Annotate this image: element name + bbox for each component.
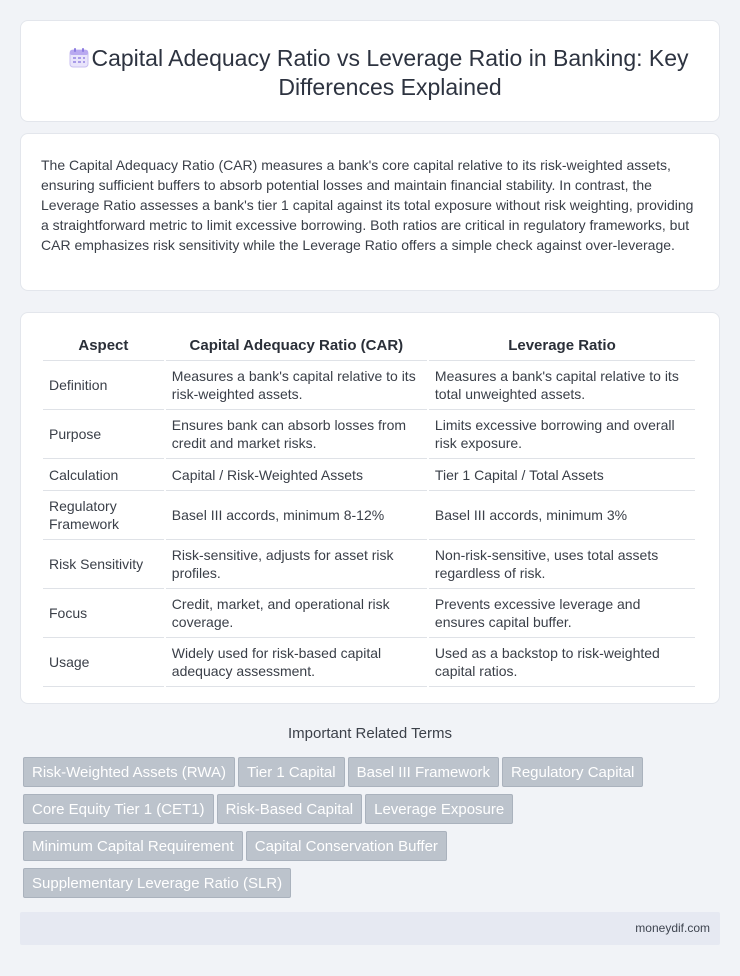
row-leverage: Limits excessive borrowing and overall risk exposure. [429, 410, 695, 459]
row-leverage: Tier 1 Capital / Total Assets [429, 459, 695, 491]
table-row [43, 491, 695, 540]
table-row [43, 361, 695, 410]
related-term-tag[interactable]: Leverage Exposure [365, 794, 513, 824]
row-leverage: Non-risk-sensitive, uses total assets regardless of risk. [429, 540, 695, 589]
comparison-card [20, 312, 720, 704]
related-term-tag[interactable]: Core Equity Tier 1 (CET1) [23, 794, 214, 824]
footer-site[interactable]: moneydif.com [635, 921, 710, 935]
row-car: Measures a bank's capital relative to its risk-weighted assets. [166, 361, 427, 410]
row-leverage: Measures a bank's capital relative to its total unweighted assets. [429, 361, 695, 410]
related-term-tag[interactable]: Minimum Capital Requirement [23, 831, 243, 861]
related-term-tag[interactable]: Risk-Based Capital [217, 794, 363, 824]
table-row [43, 589, 695, 638]
row-car: Ensures bank can absorb losses from credit and market risks. [166, 410, 427, 459]
row-car: Credit, market, and operational risk coverage. [166, 589, 427, 638]
page-title: Capital Adequacy Ratio vs Leverage Ratio in Banking: Key Differences Explained [91, 45, 689, 100]
row-aspect: Purpose [43, 410, 164, 459]
related-term-tag[interactable]: Risk-Weighted Assets (RWA) [23, 757, 235, 787]
table-header-row [43, 331, 695, 361]
related-term-tag[interactable]: Capital Conservation Buffer [246, 831, 447, 861]
related-terms-heading: Important Related Terms [288, 725, 452, 742]
row-aspect: Definition [43, 361, 164, 410]
header-aspect: Aspect [43, 331, 164, 361]
header-leverage: Leverage Ratio [429, 331, 695, 361]
tag-row [23, 868, 713, 905]
related-term-tag[interactable]: Regulatory Capital [502, 757, 643, 787]
row-aspect: Usage [43, 638, 164, 687]
row-aspect: Focus [43, 589, 164, 638]
comparison-table [41, 331, 697, 687]
tag-row [23, 794, 713, 831]
row-car: Basel III accords, minimum 8-12% [166, 491, 427, 540]
row-leverage: Prevents excessive leverage and ensures capital buffer. [429, 589, 695, 638]
table-row [43, 540, 695, 589]
related-term-tag[interactable]: Basel III Framework [348, 757, 499, 787]
row-car: Risk-sensitive, adjusts for asset risk profiles. [166, 540, 427, 589]
row-aspect: Risk Sensitivity [43, 540, 164, 589]
related-term-tag[interactable]: Tier 1 Capital [238, 757, 345, 787]
table-row [43, 638, 695, 687]
footer [20, 912, 720, 945]
row-aspect: Regulatory Framework [43, 491, 164, 540]
intro-card [20, 133, 720, 291]
header-car: Capital Adequacy Ratio (CAR) [166, 331, 427, 361]
row-car: Capital / Risk-Weighted Assets [166, 459, 427, 491]
tag-row [23, 831, 713, 868]
row-car: Widely used for risk-based capital adequacy assessment. [166, 638, 427, 687]
row-leverage: Used as a backstop to risk-weighted capital ratios. [429, 638, 695, 687]
title-card [20, 20, 720, 122]
row-aspect: Calculation [43, 459, 164, 491]
intro-paragraph: The Capital Adequacy Ratio (CAR) measures a bank's core capital relative to its risk-weighted assets, ensuring sufficient buffers to absorb potential losses and maintain financial stability. In contrast, the Leverage Ratio assesses a bank's tier 1 capital against its total exposure without risk weighting, providing a straightforward metric to limit excessive borrowing. Both ratios are critical in regulatory frameworks, but CAR emphasizes risk sensitivity while the Leverage Ratio offers a simple check against over-leverage. [41, 157, 694, 253]
related-terms-list [23, 757, 713, 905]
table-row [43, 459, 695, 491]
related-term-tag[interactable]: Supplementary Leverage Ratio (SLR) [23, 868, 291, 898]
tag-row [23, 757, 713, 794]
row-leverage: Basel III accords, minimum 3% [429, 491, 695, 540]
table-row [43, 410, 695, 459]
